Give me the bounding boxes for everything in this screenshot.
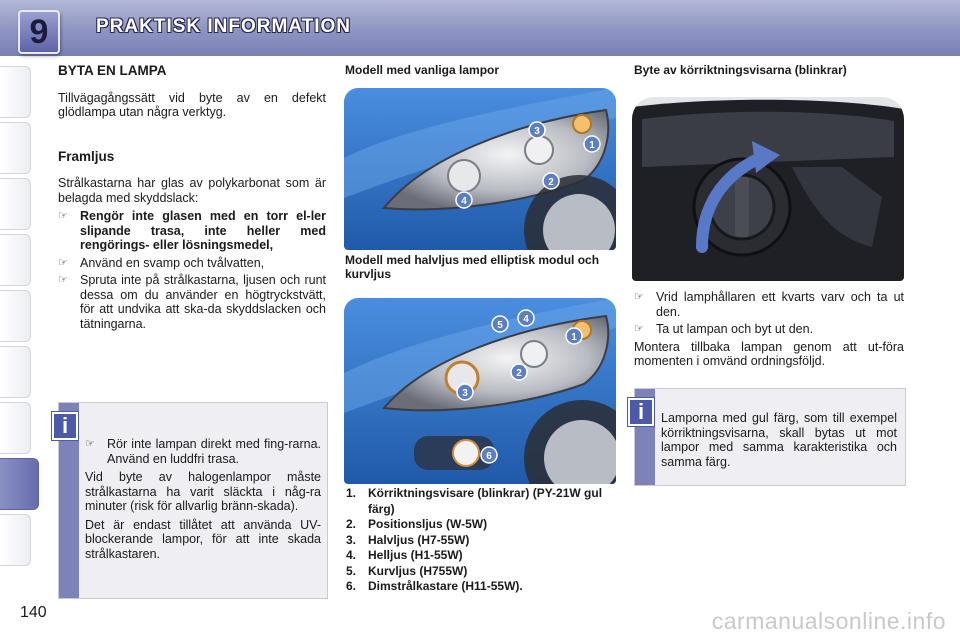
callout-number: 5 [497, 320, 503, 331]
section-title: BYTA EN LAMPA [58, 63, 167, 78]
watermark: carmanualsonline.info [711, 608, 946, 634]
bullet-item [634, 322, 904, 337]
bullet-text: Använd en svamp och tvålvatten, [80, 255, 265, 270]
callout-number: 3 [462, 388, 468, 399]
list-number: 3. [346, 532, 357, 547]
pointing-hand-icon: ☞ [634, 291, 644, 303]
list-item [346, 579, 616, 595]
bullet-item [58, 209, 326, 253]
subsection-title: Framljus [58, 148, 115, 164]
pointing-hand-icon: ☞ [85, 438, 95, 450]
callout-number: 1 [589, 140, 595, 151]
info-box-2-content [661, 411, 897, 473]
column-1 [58, 64, 326, 334]
chapter-tab-6[interactable] [0, 346, 31, 398]
info-box-1-content [85, 437, 321, 565]
info-box-2 [634, 388, 906, 486]
list-label: Kurvljus (H755W) [368, 563, 468, 578]
description-text: Strålkastarna har glas av polykarbonat som är belagda med skyddslack: [58, 176, 326, 205]
list-number: 6. [346, 579, 357, 593]
list-item [346, 564, 616, 580]
list-label: Dimstrålkastare (H11-55W). [368, 579, 523, 593]
blinker-photo [632, 97, 904, 281]
bullet-text: Vrid lamphållaren ett kvarts varv och ta ut den. [656, 290, 904, 319]
info-paragraph: Vid byte av halogenlampor måste strålkastarna ha varit släckta i någ-ra minuter (risk för allvarlig bränn-skada). [85, 470, 321, 513]
pointing-hand-icon: ☞ [634, 323, 644, 335]
chapter-tab-1[interactable] [0, 66, 31, 118]
callout-number: 4 [523, 314, 529, 325]
bullet-item [58, 256, 326, 271]
list-label: Helljus (H1-55W) [368, 548, 463, 562]
callout-number: 3 [534, 126, 540, 137]
chapter-tab-3[interactable] [0, 178, 31, 230]
pointing-hand-icon: ☞ [58, 274, 68, 286]
list-item [346, 486, 616, 517]
list-item [346, 517, 616, 533]
callout-number: 1 [571, 332, 577, 343]
column-3-text [634, 290, 904, 373]
list-label: Halvljus (H7-55W) [368, 532, 470, 547]
callout-number: 2 [548, 177, 554, 188]
list-number: 4. [346, 548, 357, 562]
callout-number: 6 [486, 451, 492, 462]
headlight-photo-standard [344, 88, 616, 250]
chapter-badge: 9 [18, 10, 60, 54]
bullet-text: Ta ut lampan och byt ut den. [656, 322, 814, 336]
page-header [0, 0, 960, 56]
chapter-tab-active[interactable] [0, 458, 39, 510]
bullet-text: Rör inte lampan direkt med fing-rarna. Använd en luddfri trasa. [107, 437, 321, 466]
reassembly-text: Montera tillbaka lampan genom att ut-föra momenten i omvänd ordningsföljd. [634, 339, 904, 368]
list-number: 1. [346, 486, 357, 500]
bullet-item [85, 437, 321, 466]
photo-caption-2: Modell med halvljus med elliptisk modul och kurvljus [345, 253, 600, 281]
info-paragraph: Det är endast tillåtet att använda UV-blockerande lampor, för att inte skada strålkastaren. [85, 517, 321, 561]
photo-caption-1: Modell med vanliga lampor [345, 63, 500, 77]
headlight-photo-elliptic [344, 298, 616, 484]
header-title: PRAKTISK INFORMATION [96, 16, 352, 37]
list-label: Körriktningsvisare (blinkrar) (PY-21W gul färg) [368, 486, 603, 516]
bullet-text: Spruta inte på strålkastarna, ljusen och runt dessa om du använder en högtryckstvätt, för att undvika att ska-da skyddslacken och tätningarna. [80, 273, 326, 331]
chapter-tab-4[interactable] [0, 234, 31, 286]
list-label: Positionsljus (W-5W) [368, 517, 488, 531]
bullet-text: Rengör inte glasen med en torr el-ler slipande trasa, inte heller med rengörings- eller lösningsmedel, [80, 209, 326, 252]
info-icon: i [52, 412, 78, 440]
callout-number: 4 [461, 196, 467, 207]
bulb-list [346, 486, 616, 595]
chapter-tab-5[interactable] [0, 290, 31, 342]
page-number: 140 [20, 604, 47, 621]
list-number: 2. [346, 517, 357, 531]
bullet-item [634, 290, 904, 319]
list-item [346, 548, 616, 564]
bullet-item [58, 273, 326, 331]
info-icon: i [628, 398, 654, 426]
photo-caption-3: Byte av körriktningsvisarna (blinkrar) [634, 63, 847, 77]
pointing-hand-icon: ☞ [58, 210, 68, 222]
chapter-tab-9[interactable] [0, 514, 31, 566]
info-box-1 [58, 402, 328, 599]
chapter-tab-2[interactable] [0, 122, 31, 174]
chapter-tab-7[interactable] [0, 402, 31, 454]
list-number: 5. [346, 563, 357, 578]
list-item [346, 533, 616, 549]
callout-number: 2 [516, 368, 522, 379]
info-paragraph: Lamporna med gul färg, som till exempel körriktningsvisarna, skall bytas ut mot lampor med samma karakteristika och samma färg. [661, 411, 897, 469]
intro-text: Tillvägagångssätt vid byte av en defekt glödlampa utan några verktyg. [58, 90, 326, 119]
pointing-hand-icon: ☞ [58, 256, 68, 269]
